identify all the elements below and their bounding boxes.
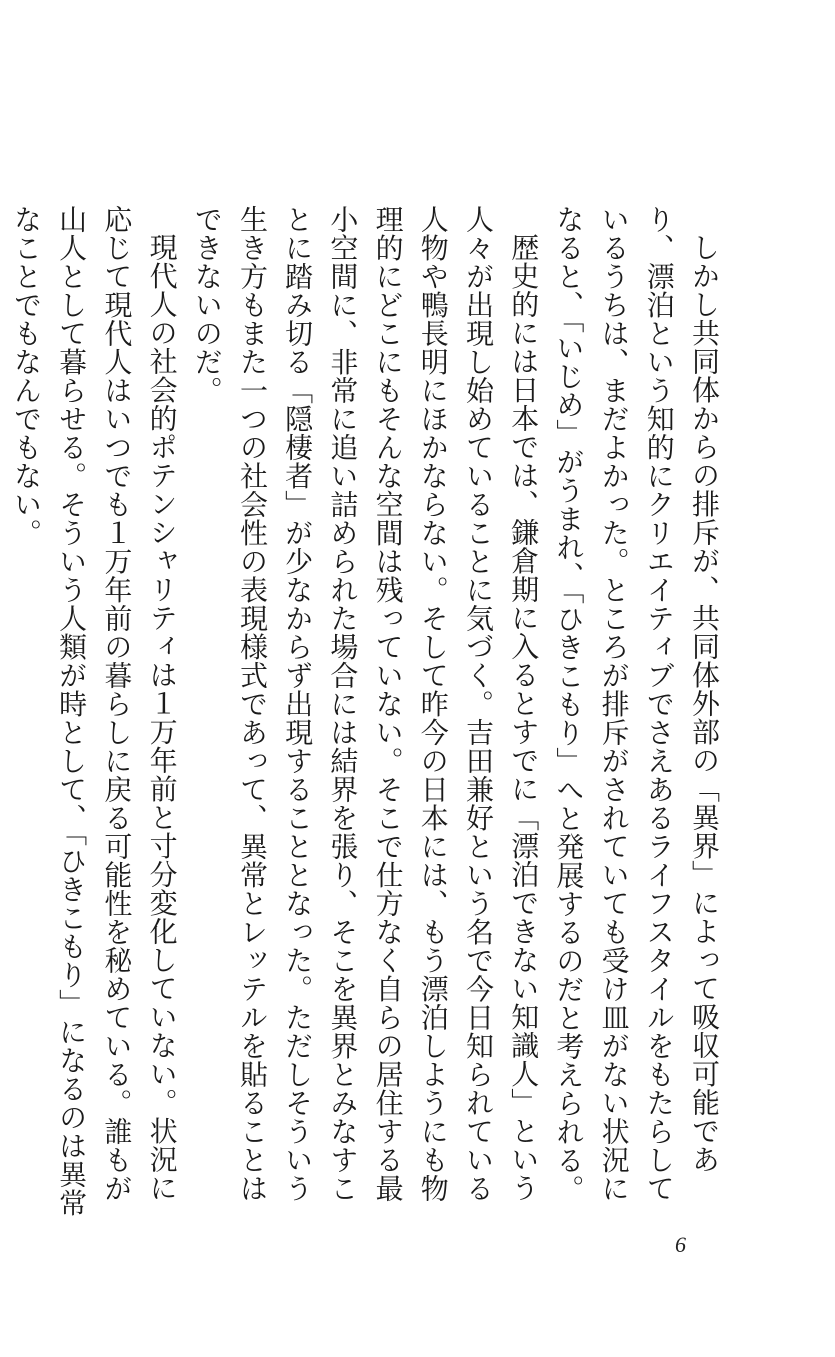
paragraph-1: しかし共同体からの排斥が、共同体外部の「異界」によって吸収可能であり、漂泊という知的にクリエイティブでさえあるライフスタイルをもたらしているうちは、まだよかった。ところが排斥がされていても受け皿がない状況になると、「いじめ」がうまれ、「ひきこもり」へと発展するのだと考えられる。 (552, 205, 721, 1203)
paragraph-3: 現代人の社会的ポテンシャリティは１万年前と寸分変化していない。状況に応じて現代人はいつでも１万年前の暮らしに戻る可能性を秘めている。誰もが山人として暮らせる。そういう人類が時として、「ひきこもり」になるのは異常なことでもなんでもない。 (9, 205, 179, 1217)
body-text (4, 205, 727, 1227)
paragraph-2: 歴史的には日本では、鎌倉期に入るとすでに「漂泊できない知識人」という人々が出現し始めていることに気づく。吉田兼好という名で今日知られている人物や鴨長明にほかならない。そして昨今の日本には、もう漂泊しようにも物理的にどこにもそんな空間は残っていない。そこで仕方なく自らの居住する最小空間に、非常に追い詰められた場合には結界を張り、そこを異界とみなすことに踏み切る「隠棲者」が少なからず出現することとなった。ただしそういう生き方もまた一つの社会性の表現様式であって、異常とレッテルを貼ることはできないのだ。 (190, 205, 541, 1203)
page-number: 6 (675, 1232, 686, 1257)
